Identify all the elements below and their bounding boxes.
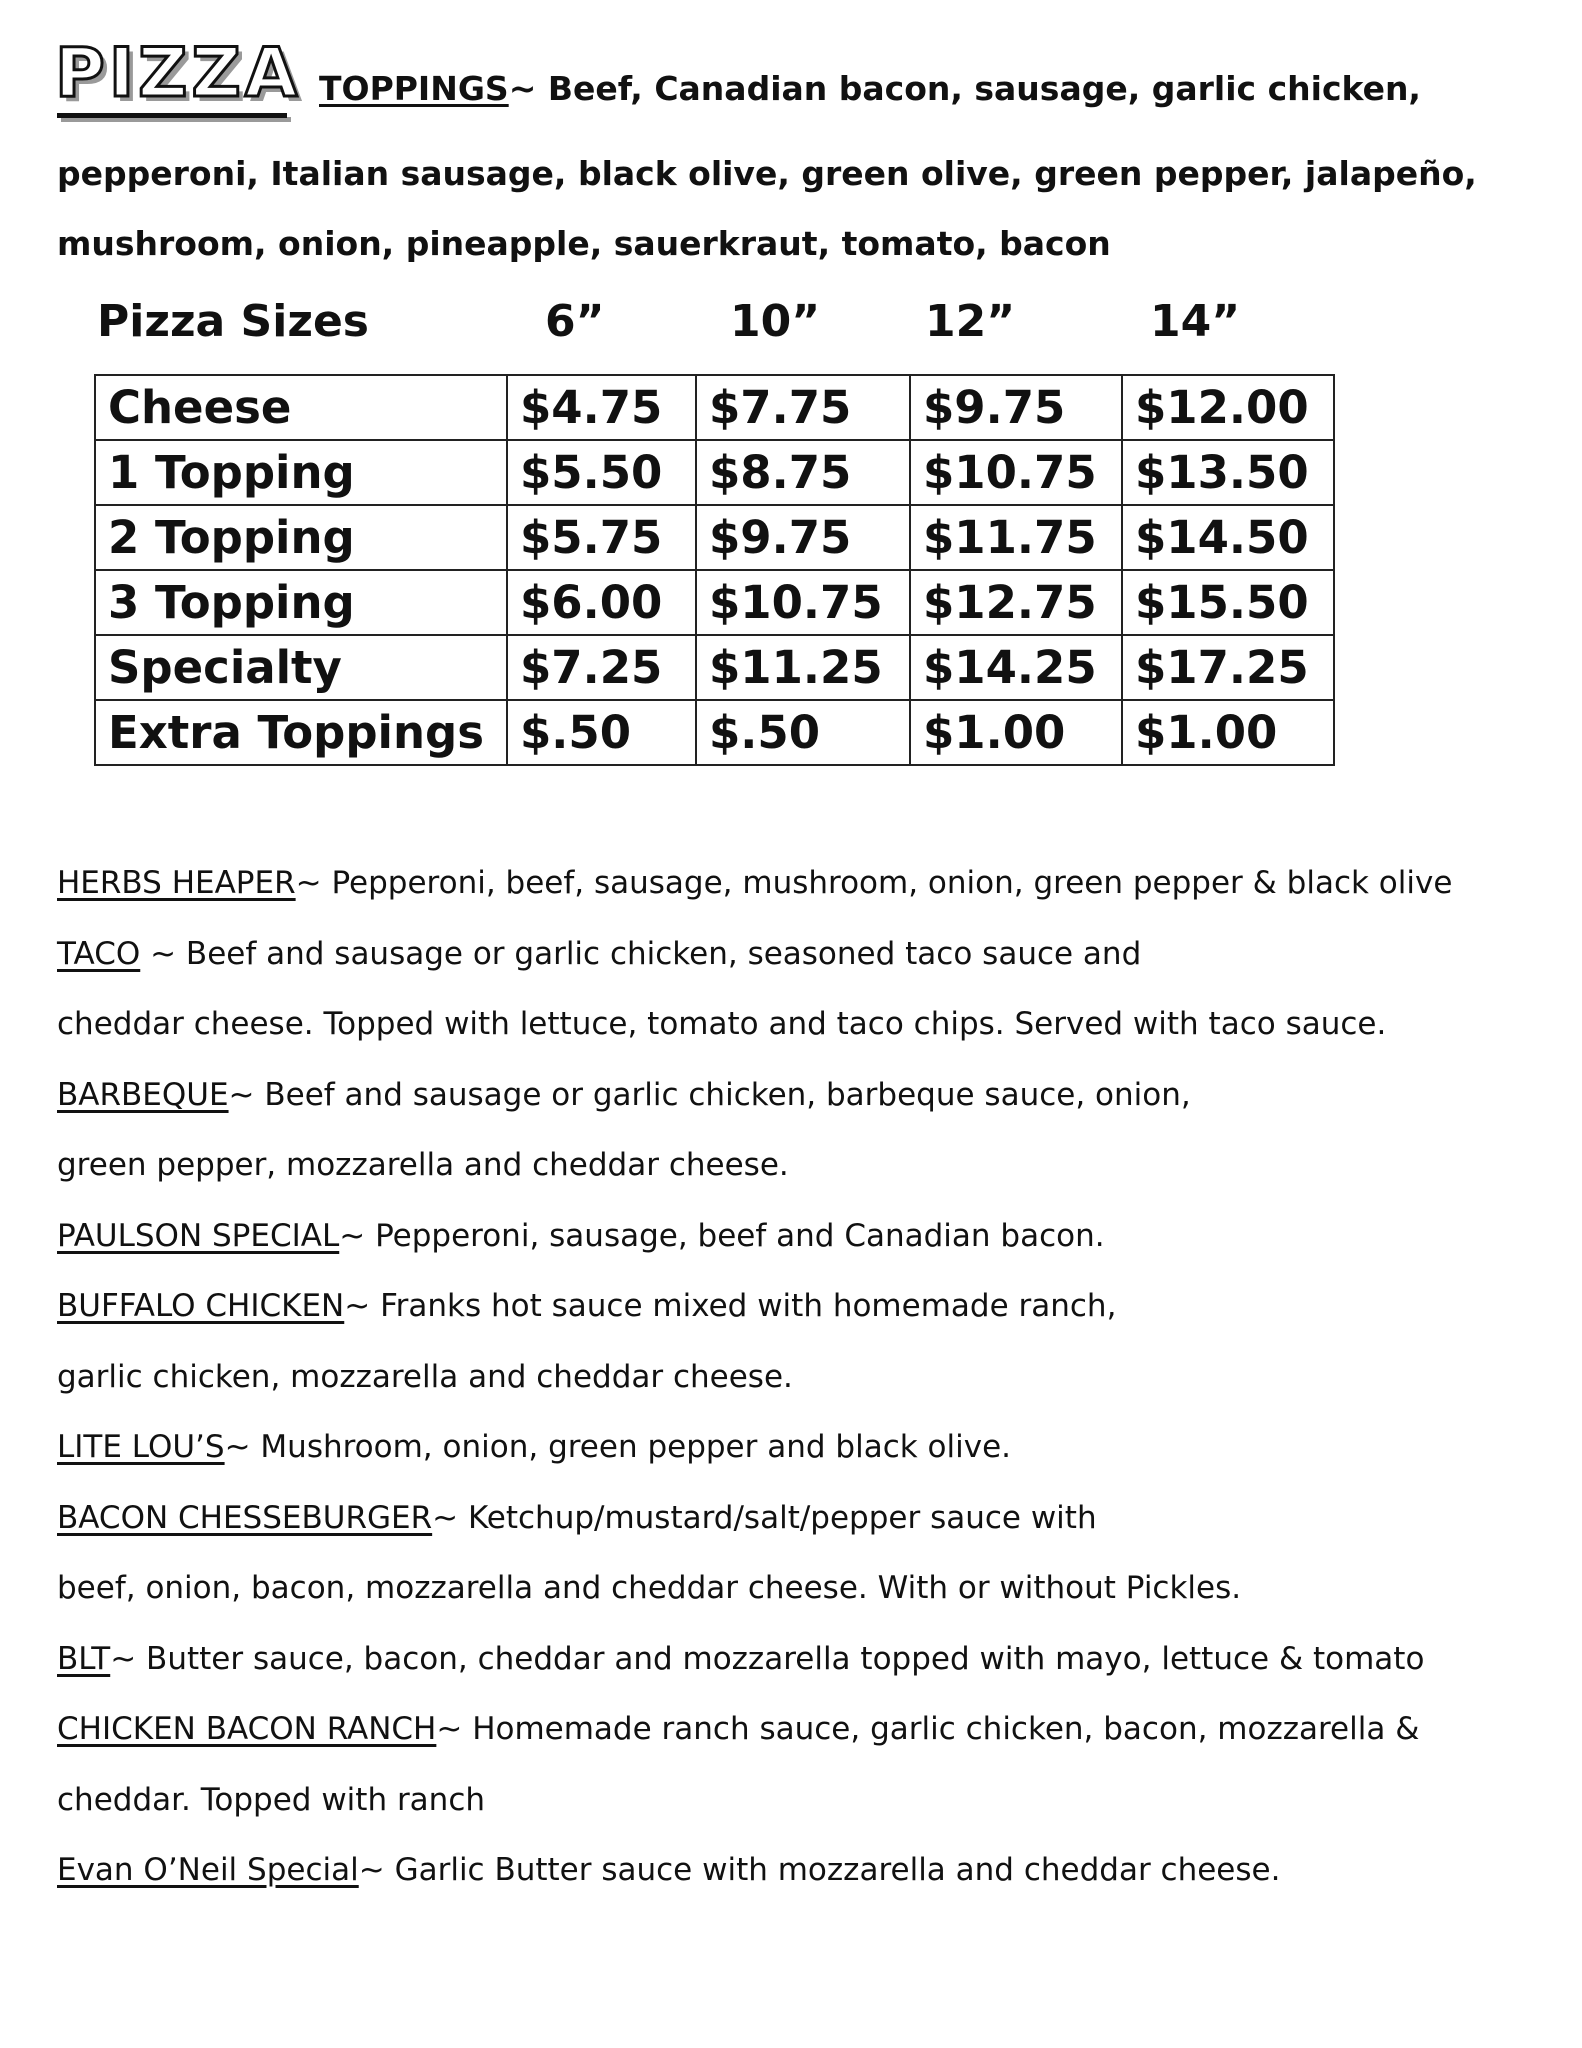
special-desc: ~ Beef and sausage or garlic chicken, barbeque sauce, onion, bbox=[228, 1076, 1191, 1113]
price-6: $.50 bbox=[507, 700, 696, 765]
row-name: Extra Toppings bbox=[95, 700, 507, 765]
toppings-label: TOPPINGS bbox=[319, 69, 509, 108]
price-6: $7.25 bbox=[507, 635, 696, 700]
table-row bbox=[95, 635, 1334, 700]
price-14: $13.50 bbox=[1122, 440, 1334, 505]
row-name: Cheese bbox=[95, 375, 507, 440]
special-name: LITE LOU’S bbox=[57, 1429, 225, 1465]
size-14-header: 14” bbox=[1150, 296, 1241, 347]
row-name: 2 Topping bbox=[95, 505, 507, 570]
special-buffalo-chicken bbox=[57, 1271, 1557, 1342]
price-6: $6.00 bbox=[507, 570, 696, 635]
table-row bbox=[95, 505, 1334, 570]
size-10-header: 10” bbox=[730, 296, 821, 347]
price-table bbox=[94, 374, 1335, 766]
special-desc: ~ Pepperoni, sausage, beef and Canadian bacon. bbox=[339, 1217, 1105, 1254]
page-title: PIZZA bbox=[55, 34, 302, 113]
price-14: $14.50 bbox=[1122, 505, 1334, 570]
special-name: CHICKEN BACON RANCH bbox=[57, 1711, 437, 1747]
special-name: HERBS HEAPER bbox=[57, 865, 296, 901]
row-name: 3 Topping bbox=[95, 570, 507, 635]
special-desc: ~ Butter sauce, bacon, cheddar and mozzarella topped with mayo, lettuce & tomato bbox=[110, 1640, 1425, 1677]
price-14: $17.25 bbox=[1122, 635, 1334, 700]
title-underline bbox=[57, 113, 287, 118]
toppings-line-3: mushroom, onion, pineapple, sauerkraut, tomato, bacon bbox=[57, 224, 1111, 263]
special-bacon-cheeseburger bbox=[57, 1483, 1557, 1554]
special-desc: ~ Garlic Butter sauce with mozzarella and cheddar cheese. bbox=[358, 1852, 1281, 1888]
special-desc: ~ Beef and sausage or garlic chicken, seasoned taco sauce and bbox=[140, 935, 1142, 972]
pizza-sizes-label: Pizza Sizes bbox=[97, 296, 369, 347]
size-12-header: 12” bbox=[925, 296, 1016, 347]
special-name: BARBEQUE bbox=[57, 1076, 229, 1113]
price-10: $.50 bbox=[696, 700, 910, 765]
price-6: $4.75 bbox=[507, 375, 696, 440]
special-lite-lous bbox=[57, 1412, 1557, 1483]
special-herbs-heaper bbox=[57, 848, 1557, 919]
toppings-text-1: ~ Beef, Canadian bacon, sausage, garlic chicken, bbox=[508, 69, 1421, 108]
price-10: $10.75 bbox=[696, 570, 910, 635]
special-bacon-cheeseburger-cont: beef, onion, bacon, mozzarella and cheddar cheese. With or without Pickles. bbox=[57, 1570, 1242, 1606]
special-evan-oneil bbox=[57, 1835, 1557, 1906]
special-blt bbox=[57, 1624, 1557, 1695]
special-desc: ~ Ketchup/mustard/salt/pepper sauce with bbox=[432, 1499, 1097, 1536]
special-taco-cont: cheddar cheese. Topped with lettuce, tomato and taco chips. Served with taco sauce. bbox=[57, 1006, 1387, 1042]
special-buffalo-cont: garlic chicken, mozzarella and cheddar cheese. bbox=[57, 1358, 793, 1395]
price-10: $11.25 bbox=[696, 635, 910, 700]
special-name: BACON CHESSEBURGER bbox=[57, 1499, 433, 1536]
special-paulson bbox=[57, 1201, 1557, 1272]
special-desc: ~ Franks hot sauce mixed with homemade ranch, bbox=[344, 1288, 1117, 1324]
toppings-line-2: pepperoni, Italian sausage, black olive, green olive, green pepper, jalapeño, bbox=[57, 154, 1477, 193]
special-taco bbox=[57, 919, 1557, 990]
special-name: TACO bbox=[57, 935, 141, 972]
special-desc: ~ Pepperoni, beef, sausage, mushroom, onion, green pepper & black olive bbox=[295, 865, 1453, 901]
special-name: BUFFALO CHICKEN bbox=[57, 1288, 345, 1324]
price-10: $9.75 bbox=[696, 505, 910, 570]
table-row bbox=[95, 700, 1334, 765]
price-12: $1.00 bbox=[910, 700, 1122, 765]
price-12: $10.75 bbox=[910, 440, 1122, 505]
special-barbeque bbox=[57, 1060, 1557, 1131]
table-row bbox=[95, 570, 1334, 635]
row-name: Specialty bbox=[95, 635, 507, 700]
price-14: $12.00 bbox=[1122, 375, 1334, 440]
special-name: Evan O’Neil Special bbox=[57, 1852, 359, 1888]
special-chicken-bacon-ranch-cont: cheddar. Topped with ranch bbox=[57, 1781, 486, 1818]
toppings-line-1 bbox=[319, 69, 1421, 108]
price-10: $7.75 bbox=[696, 375, 910, 440]
special-name: BLT bbox=[57, 1640, 111, 1677]
size-6-header: 6” bbox=[545, 296, 605, 347]
price-6: $5.75 bbox=[507, 505, 696, 570]
price-12: $11.75 bbox=[910, 505, 1122, 570]
table-row bbox=[95, 375, 1334, 440]
table-row bbox=[95, 440, 1334, 505]
special-desc: ~ Mushroom, onion, green pepper and black olive. bbox=[224, 1429, 1012, 1465]
special-name: PAULSON SPECIAL bbox=[57, 1217, 340, 1254]
price-12: $14.25 bbox=[910, 635, 1122, 700]
row-name: 1 Topping bbox=[95, 440, 507, 505]
special-barbeque-cont: green pepper, mozzarella and cheddar cheese. bbox=[57, 1147, 789, 1183]
price-12: $9.75 bbox=[910, 375, 1122, 440]
price-10: $8.75 bbox=[696, 440, 910, 505]
price-14: $1.00 bbox=[1122, 700, 1334, 765]
price-6: $5.50 bbox=[507, 440, 696, 505]
price-12: $12.75 bbox=[910, 570, 1122, 635]
price-14: $15.50 bbox=[1122, 570, 1334, 635]
special-desc: ~ Homemade ranch sauce, garlic chicken, bacon, mozzarella & bbox=[436, 1711, 1420, 1747]
specialty-list bbox=[57, 848, 1557, 1906]
special-chicken-bacon-ranch bbox=[57, 1694, 1557, 1765]
